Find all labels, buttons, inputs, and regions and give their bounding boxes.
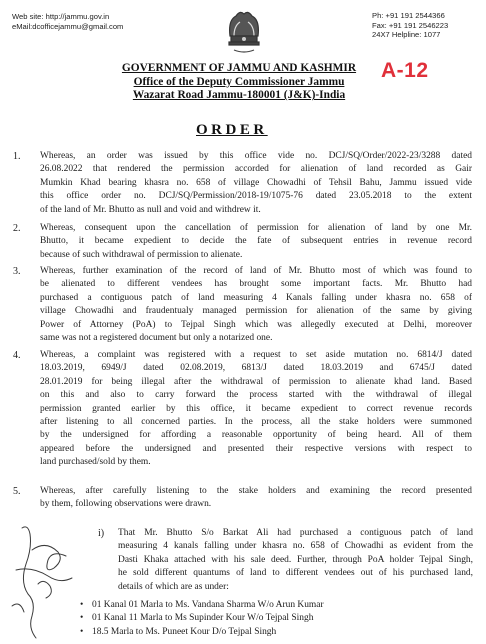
text-line: purchased a contiguous patch of land measuring 4 Kanals falling under khasra no. 658 of [40,292,472,303]
text-line: details of which are as under: [118,581,229,592]
order-heading: ORDER [196,122,268,138]
text-line: after listening to all concerned parties. In the process, all the stake holders were summoned [40,417,472,428]
text-line: land purchased/sold by them. [40,457,151,468]
bullet-icon: • [80,626,84,637]
text-line: be alienated to different vendees has brought some important facts. Mr. Bhutto had [40,279,472,290]
text-line: same was not a registered document but only a notarized one. [40,333,273,344]
national-emblem-icon [222,6,266,58]
text-line: of the land of Mr. Bhutto as null and void and withdrew it. [40,204,261,215]
signature-mark [2,520,80,644]
text-line: Whereas, after carefully listening to the stake holders and examining the record presented [40,486,472,496]
sale-details-list [80,599,324,639]
paragraph-number: 2. [13,223,21,234]
bullet-icon: • [80,613,84,624]
header-contact-right [372,11,448,40]
text-line: Bhutto, it became expedient to decide the fate of subsequent entries in revenue record [40,236,472,247]
paragraph-text [40,485,472,512]
letterhead-title [104,62,374,103]
text-line: because of such withdrawal of permission to alienate. [40,249,243,260]
observation-number: i) [98,528,105,539]
letterhead-line-1: GOVERNMENT OF JAMMU AND KASHMIR [121,62,357,74]
text-line: on this and also to carry forward the process started with the withdrawal of illegal [40,390,472,401]
paragraph-number: 4. [13,350,21,361]
list-item-text: 18.5 Marla to Ms. Puneet Kour D/o Tejpal Singh [92,626,277,637]
text-line: Whereas, an order was issued by this office vide no. DCJ/SQ/Order/2022-23/3288 dated [40,151,472,161]
text-line: he sold different quantums of land to different vendees out of his purchased land, [118,568,473,579]
fax-text: Fax: +91 191 2546223 [372,20,449,30]
text-line: permission granted earlier by this office, it became expedient to correct revenue records [40,403,472,414]
letterhead-line-2: Office of the Deputy Commissioner Jammu [133,75,345,88]
text-line: 26.08.2022 that rendered the permission accorded for alienation of land recorded as Gair [40,164,472,175]
email-text[interactable]: eMail:dcofficejammu@gmail.com [12,21,124,31]
helpline-text: 24X7 Helpline: 1077 [372,30,441,39]
list-item [80,599,324,612]
list-item-text: 01 Kanal 11 Marla to Ms Supinder Kour W/o Tejpal Singh [92,613,314,624]
list-item [80,626,324,639]
website-text[interactable]: Web site: http://jammu.gov.in [12,12,110,21]
text-line: 28.01.2019 for being illegal after the withdrawal of permission to alienate khad land. Based [40,376,472,387]
paragraph-number: 3. [13,266,21,277]
list-item-text: 01 Kanal 01 Marla to Ms. Vandana Sharma W/o Arun Kumar [92,600,324,610]
letterhead-line-3: Wazarat Road Jammu-180001 (J&K)-India [132,89,346,102]
text-line: Whereas, further examination of the record of land of Mr. Bhutto most of which was found to [40,266,472,276]
text-line: measuring 4 kanals falling under khasra no. 658 of Chowadhi as evident from the [118,541,473,552]
paragraph-text [40,265,472,345]
annexure-stamp: A-12 [381,59,429,82]
paragraph-text [40,349,472,470]
text-line: Whereas, a complaint was registered with a request to set aside mutation no. 6814/J dated [40,350,472,360]
paragraph-text [40,222,472,262]
text-line: by the undersigned for affording a reasonable opportunity of being heard. All of them [40,430,472,441]
header-contact-left [12,12,123,31]
paragraph-number: 1. [13,151,21,162]
text-line: by them, following observations were drawn. [40,499,212,510]
paragraph-text [40,150,472,217]
list-item [80,612,324,625]
text-line: Whereas, consequent upon the cancellation of permission for alienation of land by one Mr. [40,223,472,233]
text-line: That Mr. Bhutto S/o Barkat Ali had purchased a contiguous patch of land [118,528,473,538]
text-line: Power of Attorney (PoA) to Tejpal Singh which was allegedly executed at Delhi, moreover [40,319,472,330]
text-line: appeared before the undersigned and presented their respective versions with respect to [40,443,472,454]
text-line: 18.03.2019, 6949/J dated 02.08.2019, 6813/J dated 18.03.2019 and 6745/J dated [40,363,472,374]
observation-text [118,527,473,594]
bullet-icon: • [80,600,84,610]
text-line: village Chowadhi and fraudentualy managed permission for alienation of the same by giving [40,306,472,317]
paragraph-number: 5. [13,486,21,497]
phone-text: Ph: +91 191 2544366 [372,11,445,20]
text-line: Mumkin Khad bearing khasra no. 658 of village Chowadhi of Tehsil Bahu, Jammu issued vide [40,177,472,188]
text-line: Dasti Khaka attached with his sale deed. Further, through PoA holder Tejpal Singh, [118,554,473,565]
text-line: this office order no. DCJ/SQ/Permission/2018-19/1075-76 dated 23.05.2018 to the extent [40,191,472,202]
